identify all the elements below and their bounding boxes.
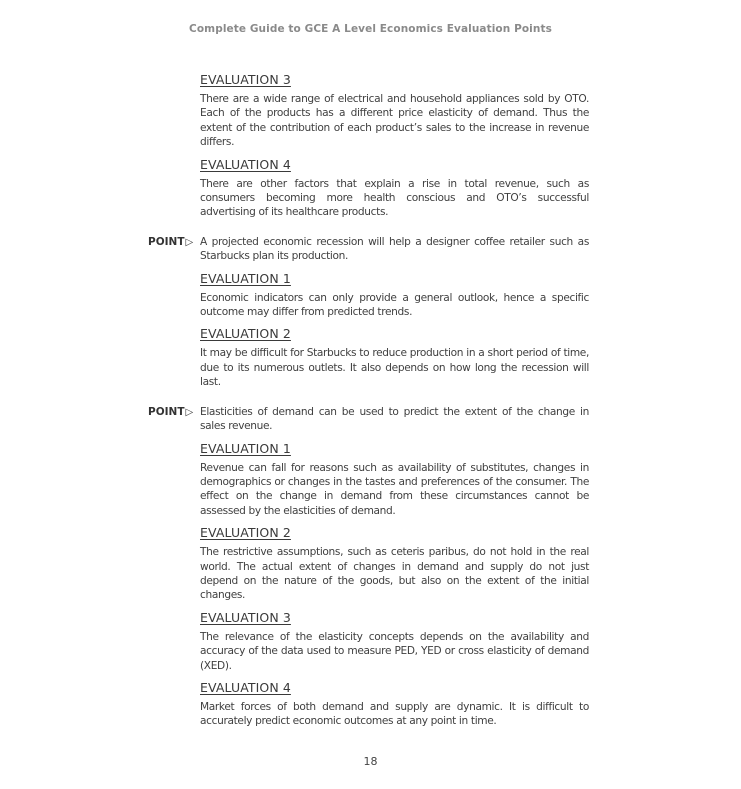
point-label [148,405,200,420]
evaluation-heading: EVALUATION 4 [200,156,291,172]
evaluation-block [200,610,589,673]
evaluation-block [200,441,589,519]
page-content [148,72,589,729]
page-number: 18 [363,754,378,768]
evaluation-text: There are a wide range of electrical and household appliances sold by OTO. Each of the products has a different price elasticity of demand. Thus the extent of the contribution of each product’s sales to the increase in revenue differs. [200,93,589,149]
evaluation-block [200,525,589,603]
point-row [148,235,589,264]
point-text: Elasticities of demand can be used to predict the extent of the change in sales revenue. [200,405,589,433]
evaluation-heading: EVALUATION 4 [200,679,291,695]
triangle-right-icon: ▷ [185,406,194,418]
evaluation-text: Economic indicators can only provide a general outlook, hence a specific outcome may differ from predicted trends. [200,291,589,319]
evaluation-text: It may be difficult for Starbucks to reduce production in a short period of time, due to its numerous outlets. It also depends on how long the recession will last. [200,347,589,389]
point-label-text: POINT [148,235,185,248]
evaluation-block [200,680,589,729]
evaluation-heading: EVALUATION 1 [200,270,291,286]
evaluation-heading: EVALUATION 1 [200,440,291,456]
evaluation-heading: EVALUATION 2 [200,525,291,541]
triangle-right-icon: ▷ [185,236,194,248]
point-label [148,235,200,250]
evaluation-block [200,157,589,220]
point-statement [200,405,589,434]
evaluation-block [200,72,589,150]
evaluation-heading: EVALUATION 2 [200,326,291,342]
point-statement [200,235,589,264]
point-row [148,405,589,434]
evaluation-heading: EVALUATION 3 [200,72,291,87]
evaluation-text: There are other factors that explain a rise in total revenue, such as consumers becoming more health conscious and OTO’s successful advertising of its healthcare products. [200,177,589,219]
point-text: A projected economic recession will help a designer coffee retailer such as Starbucks plan its production. [200,235,589,263]
evaluation-text: Revenue can fall for reasons such as availability of substitutes, changes in demographics or changes in the tastes and preferences of the consumer. The effect on the change in demand from these circumstances cannot be assessed by the elasticities of demand. [200,461,589,517]
evaluation-text: Market forces of both demand and supply are dynamic. It is difficult to accurately predict economic outcomes at any point in time. [200,700,589,728]
evaluation-text: The restrictive assumptions, such as ceteris paribus, do not hold in the real world. The actual extent of changes in demand and supply do not just depend on the nature of the goods, but also on the extent of the initial changes. [200,546,589,602]
evaluation-heading: EVALUATION 3 [200,609,291,625]
evaluation-block [200,271,589,320]
evaluation-block [200,326,589,389]
running-header: Complete Guide to GCE A Level Economics Evaluation Points [189,23,552,35]
evaluation-text: The relevance of the elasticity concepts depends on the availability and accuracy of the data used to measure PED, YED or cross elasticity of demand (XED). [200,630,589,672]
point-label-text: POINT [148,405,185,418]
